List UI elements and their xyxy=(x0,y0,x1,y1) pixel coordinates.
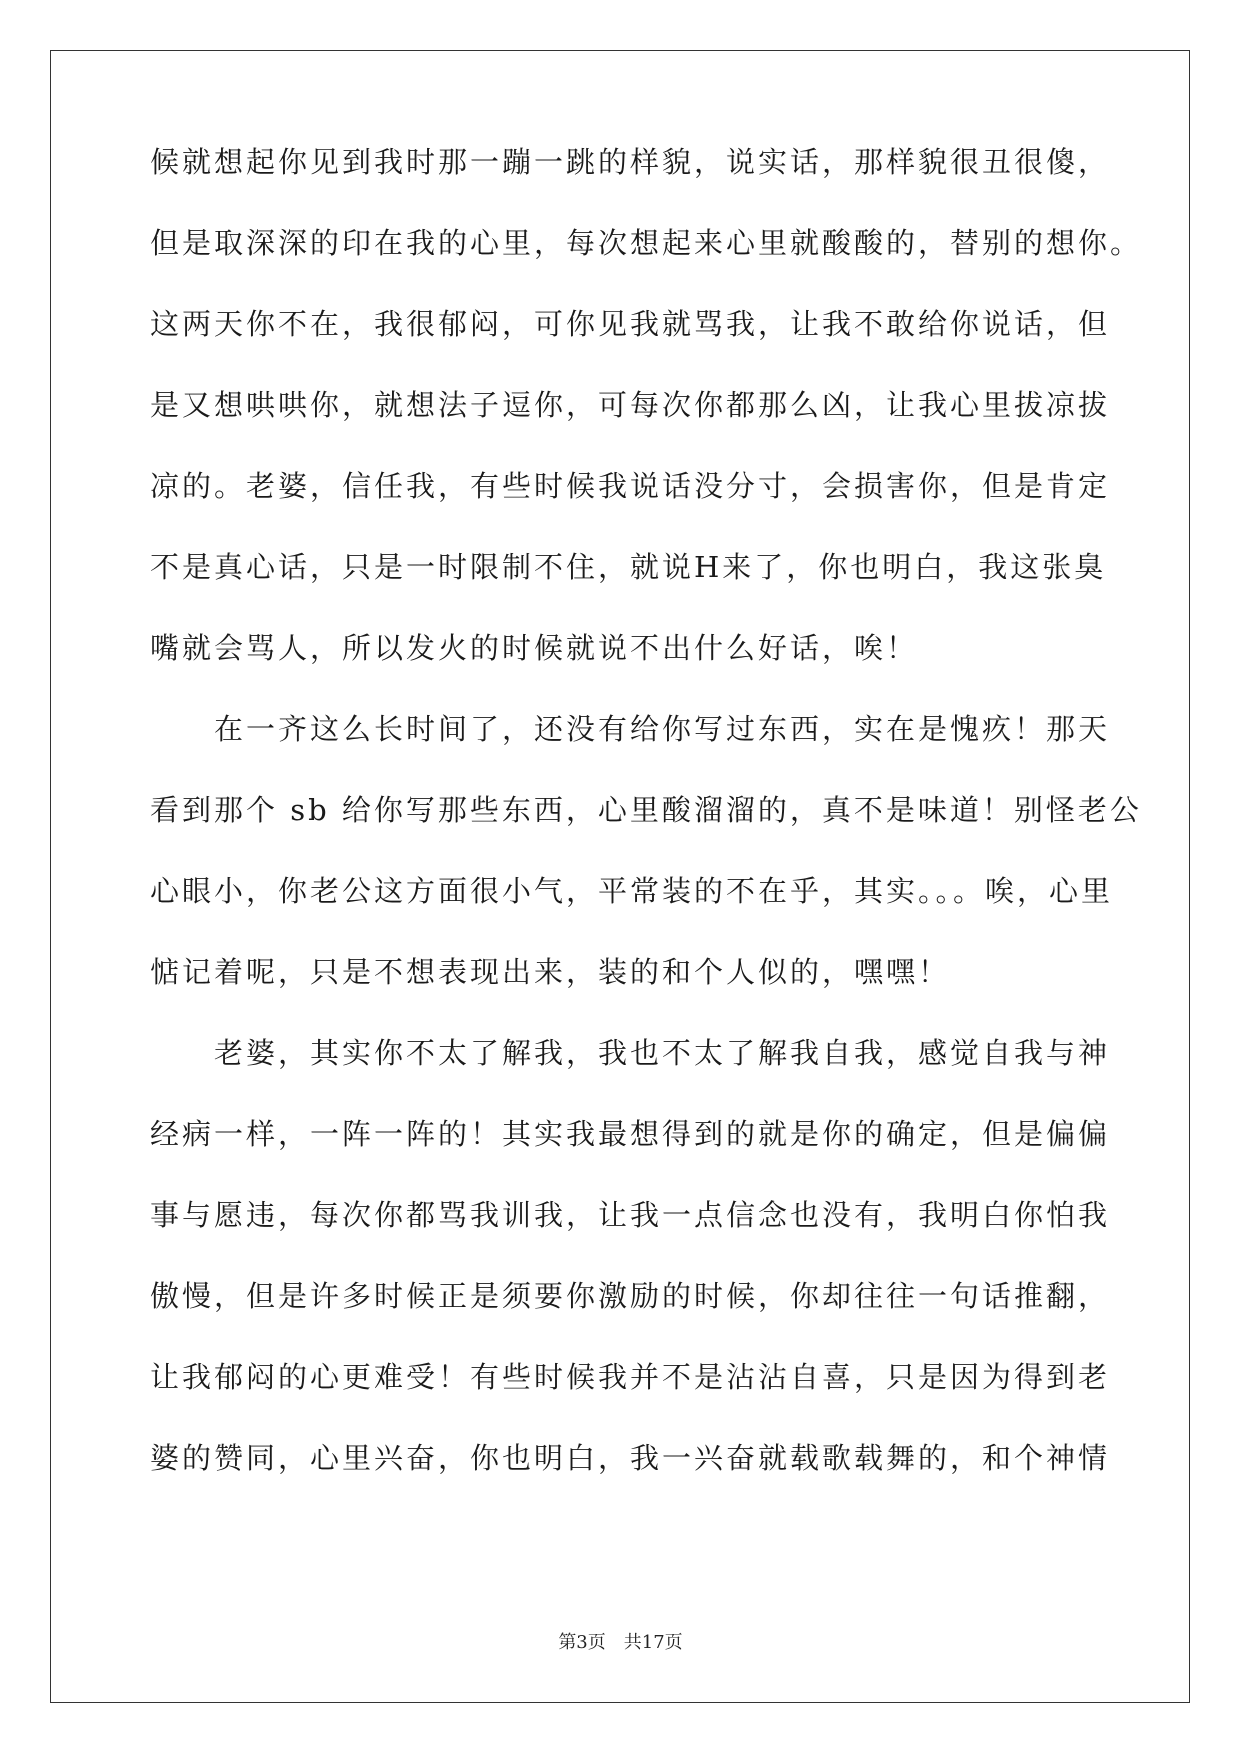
text-line: 候就想起你见到我时那一蹦一跳的样貌，说实话，那样貌很丑很傻， xyxy=(150,145,1111,179)
text-line: 在一齐这么长时间了，还没有给你写过东西，实在是愧疚！那天 xyxy=(214,712,1111,746)
document-body xyxy=(150,145,1143,1499)
text-line: 傲慢，但是许多时候正是须要你激励的时候，你却往往一句话推翻， xyxy=(150,1279,1111,1313)
text-line: 是又想哄哄你，就想法子逗你，可每次你都那么凶，让我心里拔凉拔 xyxy=(150,388,1111,422)
text-line: 看到那个 sb 给你写那些东西，心里酸溜溜的，真不是味道！别怪老公 xyxy=(150,793,1142,827)
text-line: 让我郁闷的心更难受！有些时候我并不是沾沾自喜，只是因为得到老 xyxy=(150,1360,1111,1394)
text-line: 这两天你不在，我很郁闷，可你见我就骂我，让我不敢给你说话，但 xyxy=(150,307,1111,341)
text-line: 老婆，其实你不太了解我，我也不太了解我自我，感觉自我与神 xyxy=(214,1036,1111,1070)
text-line: 嘴就会骂人，所以发火的时候就说不出什么好话，唉！ xyxy=(150,631,919,665)
text-line: 但是取深深的印在我的心里，每次想起来心里就酸酸的，替别的想你。 xyxy=(150,226,1143,260)
page-number-footer: 第3页 共17页 xyxy=(558,1632,683,1653)
text-line: 婆的赞同，心里兴奋，你也明白，我一兴奋就载歌载舞的，和个神情 xyxy=(150,1441,1111,1475)
text-line: 事与愿违，每次你都骂我训我，让我一点信念也没有，我明白你怕我 xyxy=(150,1198,1111,1232)
text-line: 惦记着呢，只是不想表现出来，装的和个人似的，嘿嘿！ xyxy=(150,955,951,989)
text-line: 不是真心话，只是一时限制不住，就说H来了，你也明白，我这张臭 xyxy=(150,550,1107,584)
text-line: 心眼小，你老公这方面很小气，平常装的不在乎，其实。。。唉，心里 xyxy=(150,874,1114,908)
text-line: 凉的。老婆，信任我，有些时候我说话没分寸，会损害你，但是肯定 xyxy=(150,469,1111,503)
text-line: 经病一样，一阵一阵的！其实我最想得到的就是你的确定，但是偏偏 xyxy=(150,1117,1111,1151)
